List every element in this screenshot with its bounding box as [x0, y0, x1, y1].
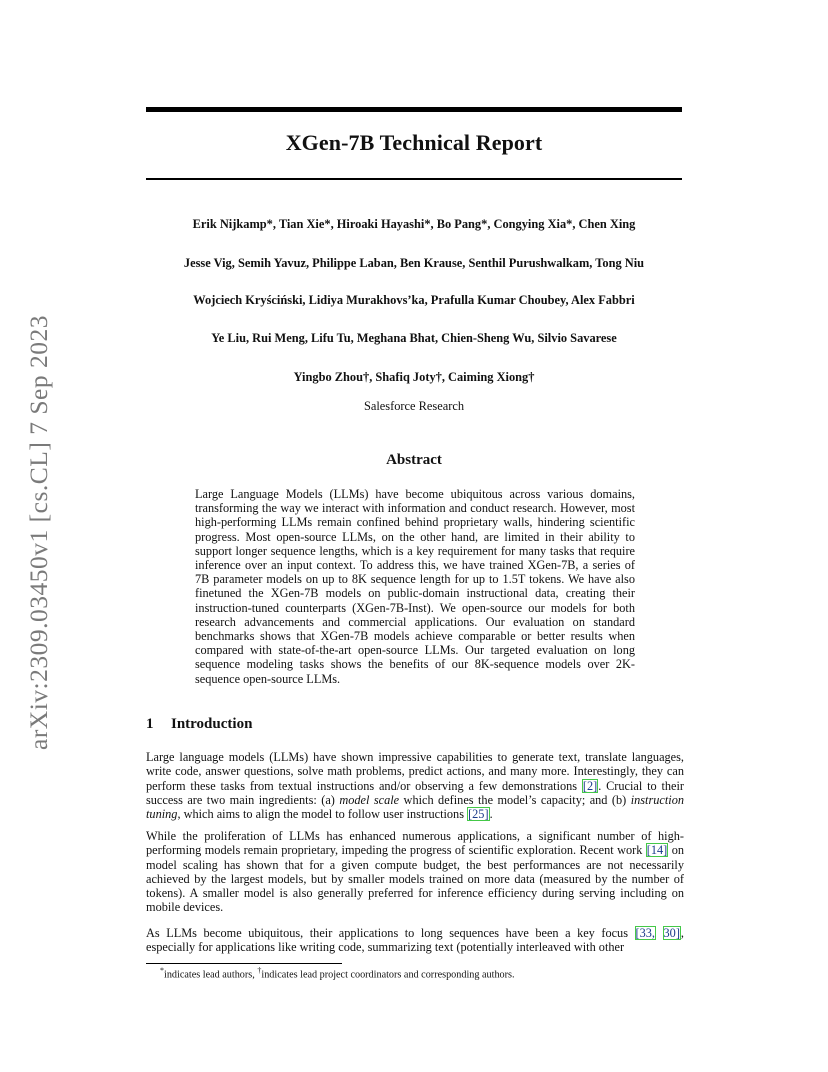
- text-run: While the proliferation of LLMs has enhanced numerous applications, a significant number of high-performing models remain proprietary, impeding the progress of scientific exploration. Recent work: [146, 829, 684, 858]
- arxiv-identifier: arXiv:2309.03450v1 [cs.CL] 7 Sep 2023: [24, 315, 53, 750]
- text-run: , especially for applications like writing code, summarizing text (potentially interleaved with other: [146, 926, 684, 955]
- text-run: on model scaling has shown that for a given compute budget, the best performances are not necessarily achieved by the largest models, but by smaller models trained on more data (measured by the number of tokens). A smaller model is also generally preferred for inference efficiency during serving including on mobile devices.: [146, 843, 684, 915]
- citation-link[interactable]: [14]: [646, 843, 668, 858]
- citation-link[interactable]: [33,: [635, 926, 655, 940]
- title-bottom-rule: [146, 178, 682, 180]
- intro-paragraph-3: [146, 926, 684, 955]
- author-line-1: Erik Nijkamp*, Tian Xie*, Hiroaki Hayashi*, Bo Pang*, Congying Xia*, Chen Xing: [192, 217, 636, 231]
- text-run: , which aims to align the model to follow user instructions: [177, 807, 468, 822]
- intro-paragraph-2: [146, 829, 684, 915]
- emphasis-text: instruction tuning: [146, 792, 684, 822]
- citation-link[interactable]: [2]: [582, 778, 598, 793]
- footnote-mark: *: [160, 966, 164, 975]
- section-heading: [146, 716, 252, 733]
- paper-title: XGen-7B Technical Report: [285, 130, 543, 155]
- footnote-rule: [146, 963, 342, 964]
- text-run: .: [489, 807, 493, 822]
- title-top-rule: [146, 107, 682, 112]
- footnote-mark: †: [257, 966, 262, 975]
- footnote-text: indicates lead authors,: [164, 969, 258, 981]
- emphasis-text: model scale: [339, 792, 400, 807]
- author-line-3: Wojciech Kryściński, Lidiya Murakhovs’ka, Prafulla Kumar Choubey, Alex Fabbri: [193, 293, 635, 307]
- footnote-text: indicates lead project coordinators and corresponding authors.: [261, 969, 515, 981]
- abstract-heading: Abstract: [386, 452, 442, 468]
- affiliation: Salesforce Research: [363, 399, 465, 413]
- author-line-5: Yingbo Zhou†, Shafiq Joty†, Caiming Xiong†: [293, 370, 535, 384]
- author-line-2: Jesse Vig, Semih Yavuz, Philippe Laban, Ben Krause, Senthil Purushwalkam, Tong Niu: [183, 256, 645, 270]
- citation-link[interactable]: 30]: [663, 926, 680, 940]
- text-run: . Crucial to their success are two main ingredients: (a): [146, 778, 684, 807]
- author-line-4: Ye Liu, Rui Meng, Lifu Tu, Meghana Bhat, Chien-Sheng Wu, Silvio Savarese: [211, 331, 617, 345]
- text-run: As LLMs become ubiquitous, their applications to long sequences have been a key focus: [146, 926, 635, 940]
- footnote: [160, 966, 515, 980]
- citation-link[interactable]: [25]: [468, 807, 489, 822]
- text-run: Large language models (LLMs) have shown impressive capabilities to generate text, translate languages, write code, answer questions, solve math problems, predict actions, and many more. Interestingly, they can perform these tasks from textual instructions and/or observing a few demonstrations: [146, 750, 684, 793]
- text-run: which defines the model’s capacity; and (b): [399, 792, 631, 807]
- intro-paragraph-1: [146, 750, 684, 821]
- abstract-text: Large Language Models (LLMs) have become ubiquitous across various domains, transforming the way we interact with information and conduct research. However, most high-performing LLMs remain confined behind proprietary walls, hindering scientific progress. Most open-source LLMs, on the other hand, are limited in their ability to support longer sequence lengths, which is a key requirement for many tasks that require inference over an input context. To address this, we have trained XGen-7B, a series of 7B parameter models on up to 8K sequence length for up to 1.5T tokens. We have also finetuned the XGen-7B models on public-domain instructional data, creating their instruction-tuned counterparts (XGen-7B-Inst). We open-source our models for both research advancements and commercial applications. Our evaluation on standard benchmarks shows that XGen-7B models achieve comparable or better results when compared with state-of-the-art open-source LLMs. Our targeted evaluation on long sequence modeling tasks shows the benefits of our 8K-sequence models over 2K-sequence open-source LLMs.: [195, 487, 635, 686]
- section-title: Introduction: [171, 716, 253, 732]
- section-number: 1: [146, 716, 154, 732]
